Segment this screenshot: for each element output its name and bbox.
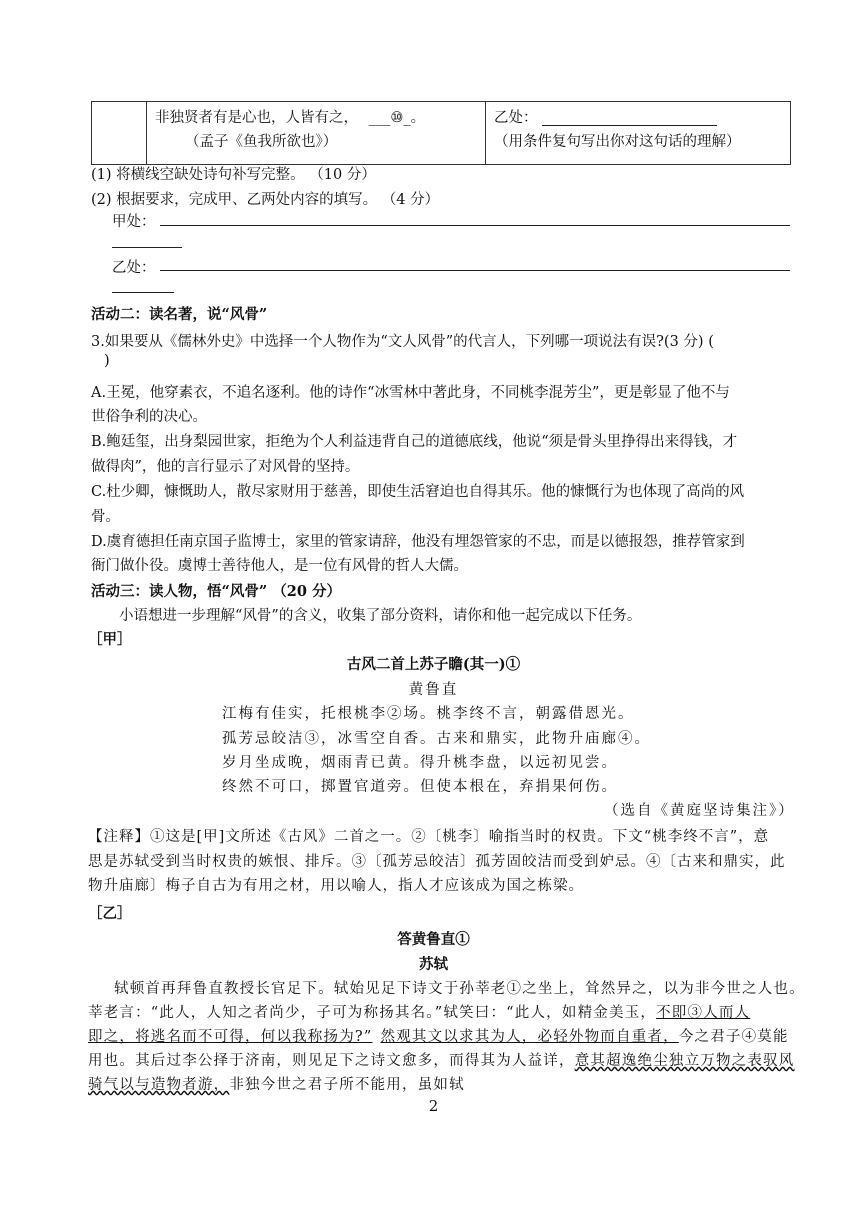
- question-1: (1) 将横线空缺处诗句补写完整。 （10 分）: [91, 167, 376, 183]
- poem-line-4: 终然不可口，掷置官道旁。但使本根在，弃捐果何伤。: [222, 779, 618, 795]
- table-right-cell: [486, 102, 791, 165]
- option-d-line1[interactable]: D.虞育德担任南京国子监博士，家里的管家请辞，他没有埋怨管家的不忠，而是以德报怨，推荐管家到: [91, 534, 745, 550]
- letter-line-5b: 非独今世之君子所不能用，虽如轼: [229, 1077, 465, 1093]
- question-3-paren: ): [104, 353, 110, 369]
- letter-line-1: 轼顿首再拜鲁直教授长官足下。轼始见足下诗文于孙莘老①之坐上，耸然异之，以为非今世之人也。: [114, 981, 805, 997]
- option-c-line2[interactable]: 骨。: [91, 509, 120, 525]
- option-d-line2[interactable]: 衙门做仆役。虞博士善待他人，是一位有风骨的哲人大儒。: [91, 558, 468, 574]
- answer-line-yi[interactable]: [160, 270, 790, 271]
- letter-line-3c: 今之君子④莫能: [678, 1029, 789, 1045]
- letter-line-4b-wavy: 意其超逸绝尘独立万物之表驭风: [574, 1053, 795, 1069]
- letter-author: 苏轼: [419, 956, 448, 973]
- table-right-line1: 乙处：: [494, 110, 538, 126]
- tag-yi: ［乙］: [88, 905, 132, 922]
- letter-title: 答黄鲁直①: [397, 931, 470, 948]
- option-a-line2[interactable]: 世俗争利的决心。: [91, 409, 207, 425]
- table-left-end: 。: [410, 110, 426, 126]
- poem-author: 黄鲁直: [408, 682, 459, 698]
- page-number: 2: [428, 1097, 439, 1115]
- poem-line-3: 岁月坐成晚，烟雨青已黄。得升桃李盘，以远初见尝。: [222, 755, 618, 771]
- note-line-3: 物升庙廊〕梅子自古为有用之材，用以喻人，指人才应该成为国之栋梁。: [88, 878, 584, 894]
- activity-3-intro: 小语想进一步理解“风骨”的含义，收集了部分资料，请你和他一起完成以下任务。: [119, 608, 642, 624]
- letter-line-5: [88, 1073, 465, 1094]
- letter-line-2a: 莘老言：“此人，人知之者尚少，子可为称扬其名。”轼笑曰：“此人，如精金美玉，: [88, 1005, 657, 1021]
- letter-line-3b-underlined: 然观其文以求其为人，必轻外物而自重者，: [380, 1029, 679, 1045]
- activity-3-heading: 活动三：读人物，悟“风骨” （20 分）: [91, 583, 341, 600]
- answer-line-jia-2[interactable]: [112, 247, 182, 248]
- poem-line-2: 孤芳忌皎洁③，冰雪空自香。古来和鼎实，此物升庙廊④。: [222, 731, 651, 747]
- letter-line-2: [88, 1001, 750, 1022]
- question-3: 3.如果要从《儒林外史》中选择一个人物作为“文人风骨”的代言人，下列哪一项说法有误?(3 分) (: [91, 334, 714, 350]
- yi-label: 乙处：: [112, 260, 156, 276]
- table-left-blank: ___⑩_: [368, 110, 411, 126]
- table-left-cell: [147, 102, 486, 165]
- answer-blank-yi-table[interactable]: [542, 111, 717, 126]
- answer-line-yi-2[interactable]: [112, 292, 174, 293]
- letter-line-3: [88, 1025, 789, 1046]
- table-left-line2: （孟子《鱼我所欲也》）: [185, 134, 338, 150]
- letter-line-3a-underlined: 即之，将逃名而不可得，何以我称扬为?”: [88, 1029, 373, 1045]
- option-c-line1[interactable]: C.杜少卿，慷慨助人，散尽家财用于慈善，即使生活窘迫也自得其乐。他的慷慨行为也体现了高尚的风: [91, 484, 745, 500]
- answer-line-jia[interactable]: [160, 225, 790, 226]
- table-empty-cell: [92, 102, 147, 165]
- letter-line-4a: 用也。其后过李公择于济南，则见足下之诗文愈多，而得其为人益详，: [88, 1053, 575, 1069]
- poem-title: 古风二首上苏子瞻(其一)①: [346, 656, 521, 673]
- note-line-1: 【注释】①这是[甲]文所述《古风》二首之一。②〔桃李〕喻指当时的权贵。下文“桃李终不言”，意: [88, 829, 770, 845]
- top-table: [91, 101, 791, 165]
- note-line-2: 思是苏轼受到当时权贵的嫉恨、排斥。③〔孤芳忌皎洁〕孤芳固皎洁而受到妒忌。④〔古来和鼎实，此: [88, 854, 786, 870]
- table-right-line2: （用条件复句写出你对这句话的理解）: [494, 134, 741, 150]
- letter-line-4: [88, 1049, 795, 1070]
- table-left-line1: 非独贤者有是心也，人皆有之，: [155, 110, 358, 126]
- letter-line-5a-wavy: 骑气以与造物者游，: [88, 1077, 230, 1093]
- option-b-line2[interactable]: 做得肉”，他的言行显示了对风骨的坚持。: [91, 459, 360, 475]
- option-b-line1[interactable]: B.鲍廷玺，出身梨园世家，拒绝为个人利益违背自己的道德底线，他说“须是骨头里挣得出来得钱，才: [91, 434, 738, 450]
- question-2: (2) 根据要求，完成甲、乙两处内容的填写。 （4 分）: [91, 192, 440, 208]
- activity-2-heading: 活动二：读名著，说“风骨”: [91, 306, 268, 323]
- tag-jia: ［甲］: [88, 631, 132, 648]
- poem-source: （选自《黄庭坚诗集注》）: [604, 803, 795, 819]
- letter-line-2b-underlined: 不即③人而人: [656, 1005, 751, 1021]
- jia-label: 甲处：: [112, 214, 156, 230]
- option-a-line1[interactable]: A.王冕，他穿素衣，不追名逐利。他的诗作“冰雪林中著此身，不同桃李混芳尘”，更是彰显了他不与: [91, 385, 730, 401]
- poem-line-1: 江梅有佳实，托根桃李②场。桃李终不言，朝露借恩光。: [222, 706, 635, 722]
